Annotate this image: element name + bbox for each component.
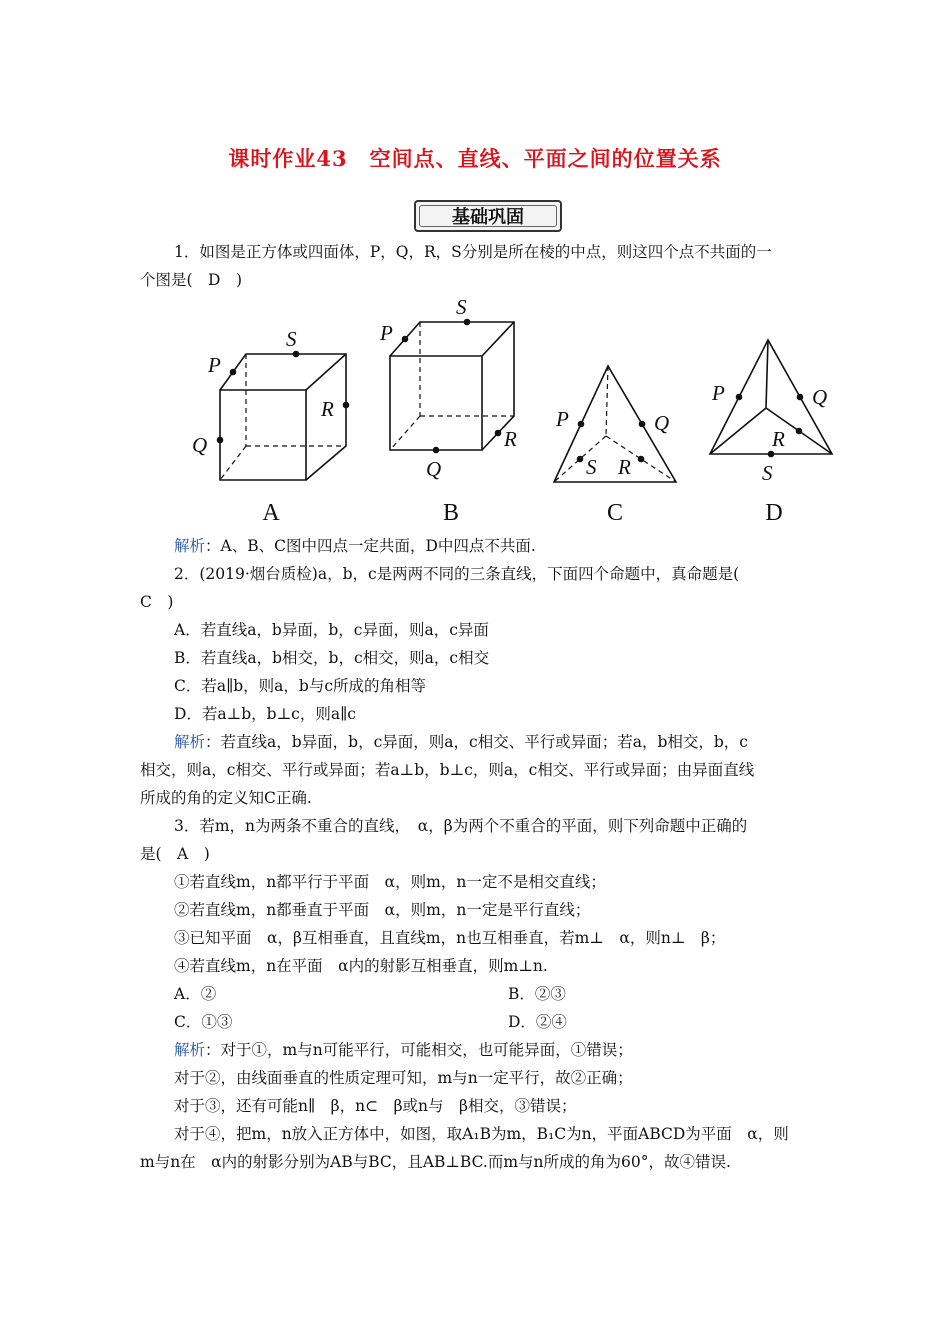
q2-option-a: A．若直线a，b异面，b，c异面，则a，c异面 bbox=[174, 621, 489, 639]
point-b-r bbox=[495, 430, 502, 437]
q2-option-d: D．若a⊥b，b⊥c，则a∥c bbox=[174, 705, 356, 723]
q1-stem-line1: 1．如图是正方体或四面体，P，Q，R，S分别是所在棱的中点，则这四个点不共面的一 bbox=[174, 243, 772, 261]
point-a-r bbox=[343, 402, 350, 409]
label-b-r: R bbox=[504, 427, 517, 451]
label-a-r: R bbox=[321, 397, 334, 421]
q2-option-b: B．若直线a，b相交，b，c相交，则a，c相交 bbox=[174, 649, 490, 667]
solution-tag: 解析 bbox=[174, 733, 206, 751]
q3-option-a: A．② bbox=[174, 985, 217, 1003]
q3-options-row1 bbox=[174, 980, 844, 1008]
q3-solution-line5: m与n在 α内的射影分别为AB与BC，且AB⊥BC.而m与n所成的角为60°，故④错误. bbox=[140, 1153, 731, 1171]
q2-solution-text: ：若直线a，b异面，b，c异面，则a，c相交、平行或异面；若a，b相交，b，c bbox=[205, 733, 748, 751]
q3-options-row2 bbox=[174, 1008, 844, 1036]
figure-caption-d: D bbox=[765, 500, 783, 526]
q1-figures bbox=[180, 292, 840, 532]
point-d-s bbox=[768, 451, 775, 458]
point-b-q bbox=[433, 447, 440, 454]
label-d-q: Q bbox=[812, 385, 828, 409]
q3-solution-line4: 对于④，把m，n放入正方体中，如图，取A₁B为m，B₁C为n，平面ABCD为平面 α，则 bbox=[174, 1125, 789, 1143]
q3-solution-line1 bbox=[174, 1036, 844, 1064]
label-c-q: Q bbox=[654, 411, 670, 435]
q2-stem-line2: C ) bbox=[140, 593, 174, 611]
point-a-p bbox=[230, 369, 237, 376]
figure-caption-b: B bbox=[442, 500, 460, 526]
figure-caption-a: A bbox=[262, 500, 280, 526]
section-label: 基础巩固 bbox=[452, 207, 524, 228]
q3-solution-line2: 对于②，由线面垂直的性质定理可知，m与n一定平行，故②正确； bbox=[174, 1069, 633, 1087]
label-a-q: Q bbox=[192, 433, 208, 457]
label-b-q: Q bbox=[426, 457, 442, 481]
point-c-p bbox=[578, 421, 585, 428]
label-a-p: P bbox=[208, 353, 221, 377]
solution-tag: 解析 bbox=[174, 537, 206, 555]
q3-stem-line1: 3．若m，n为两条不重合的直线， α，β为两个不重合的平面，则下列命题中正确的 bbox=[174, 817, 748, 835]
page-title: 课时作业43 空间点、直线、平面之间的位置关系 bbox=[228, 146, 722, 171]
point-a-q bbox=[217, 437, 224, 444]
label-c-p: P bbox=[556, 407, 569, 431]
label-b-s: S bbox=[456, 295, 467, 319]
q2-solution-line3: 所成的角的定义知C正确. bbox=[140, 789, 312, 807]
point-a-s bbox=[293, 351, 300, 358]
q2-solution-line2: 相交，则a，c相交、平行或异面；若a⊥b，b⊥c，则a，c相交、平行或异面；由异面直线 bbox=[140, 761, 755, 779]
q3-stem-line2: 是( A ) bbox=[140, 845, 210, 863]
q3-solution-line3: 对于③，还有可能n∥ β，n⊂ β或n与 β相交，③错误； bbox=[174, 1097, 577, 1115]
q3-statement-1: ①若直线m，n都平行于平面 α，则m，n一定不是相交直线； bbox=[174, 873, 606, 891]
section-banner bbox=[414, 200, 562, 232]
q3-option-b: B．②③ bbox=[508, 985, 566, 1003]
point-c-r bbox=[638, 456, 645, 463]
label-c-s: S bbox=[586, 455, 597, 479]
q3-statement-3: ③已知平面 α，β互相垂直，且直线m，n也互相垂直，若m⊥ α，则n⊥ β； bbox=[174, 929, 726, 947]
label-a-s: S bbox=[286, 327, 297, 351]
point-c-s bbox=[577, 456, 584, 463]
point-c-q bbox=[639, 421, 646, 428]
solution-tag: 解析 bbox=[174, 1041, 206, 1059]
figure-caption-c: C bbox=[606, 500, 624, 526]
point-b-p bbox=[402, 336, 409, 343]
point-d-r bbox=[796, 428, 803, 435]
q1-solution-text: ：A、B、C图中四点一定共面，D中四点不共面. bbox=[205, 537, 536, 555]
point-d-p bbox=[736, 394, 743, 401]
label-d-s: S bbox=[762, 461, 773, 485]
q1-solution bbox=[174, 532, 844, 560]
point-d-q bbox=[797, 394, 804, 401]
q3-statement-2: ②若直线m，n都垂直于平面 α，则m，n一定是平行直线； bbox=[174, 901, 591, 919]
q3-statement-4: ④若直线m，n在平面 α内的射影互相垂直，则m⊥n. bbox=[174, 957, 548, 975]
label-d-r: R bbox=[772, 427, 785, 451]
label-c-r: R bbox=[618, 455, 631, 479]
q2-option-c: C．若a∥b，则a，b与c所成的角相等 bbox=[174, 677, 427, 695]
figure-b-cube bbox=[390, 322, 514, 450]
q2-stem-line1: 2．(2019·烟台质检)a，b，c是两两不同的三条直线，下面四个命题中，真命题是( bbox=[174, 565, 740, 583]
q3-solution-text: ：对于①，m与n可能平行，可能相交，也可能异面，①错误； bbox=[205, 1041, 633, 1059]
q3-option-c: C．①③ bbox=[174, 1013, 233, 1031]
label-b-p: P bbox=[380, 321, 393, 345]
q3-option-d: D．②④ bbox=[508, 1013, 567, 1031]
q2-solution-line1 bbox=[174, 728, 844, 756]
label-d-p: P bbox=[712, 381, 725, 405]
point-b-s bbox=[464, 319, 471, 326]
q1-stem-line2: 个图是( D ) bbox=[140, 271, 243, 289]
